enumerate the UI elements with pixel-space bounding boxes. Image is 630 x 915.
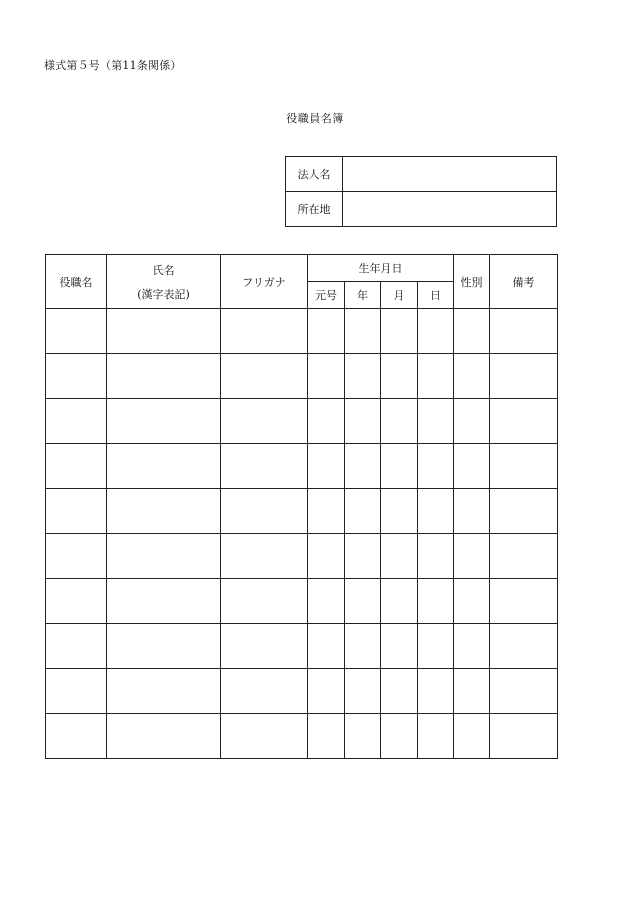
corporation-name-label: 法人名 [286, 157, 343, 192]
document-title: 役職員名簿 [286, 112, 344, 125]
cell-furigana[interactable] [221, 714, 308, 759]
cell-year[interactable] [345, 669, 381, 714]
cell-remarks[interactable] [490, 534, 558, 579]
cell-gender[interactable] [454, 714, 490, 759]
cell-position[interactable] [46, 399, 107, 444]
cell-furigana[interactable] [221, 624, 308, 669]
cell-furigana[interactable] [221, 669, 308, 714]
corporation-name-field[interactable] [343, 157, 557, 192]
header-name-line1: 氏名 [152, 263, 175, 277]
corporation-address-row [286, 192, 557, 227]
header-day: 日 [418, 282, 454, 309]
cell-position[interactable] [46, 669, 107, 714]
cell-era[interactable] [308, 579, 345, 624]
cell-day[interactable] [418, 579, 454, 624]
cell-month[interactable] [381, 309, 418, 354]
cell-position[interactable] [46, 534, 107, 579]
cell-position[interactable] [46, 624, 107, 669]
cell-remarks[interactable] [490, 309, 558, 354]
cell-era[interactable] [308, 444, 345, 489]
form-number-label: 様式第５号（第11条関係） [44, 59, 182, 72]
cell-remarks[interactable] [490, 579, 558, 624]
table-row [46, 579, 558, 624]
table-row [46, 399, 558, 444]
cell-month[interactable] [381, 489, 418, 534]
cell-month[interactable] [381, 579, 418, 624]
cell-month[interactable] [381, 444, 418, 489]
cell-furigana[interactable] [221, 534, 308, 579]
cell-gender[interactable] [454, 534, 490, 579]
header-name-line2: (漢字表記) [137, 287, 190, 301]
cell-furigana[interactable] [221, 354, 308, 399]
cell-month[interactable] [381, 534, 418, 579]
cell-position[interactable] [46, 444, 107, 489]
cell-era[interactable] [308, 309, 345, 354]
cell-day[interactable] [418, 399, 454, 444]
header-furigana: フリガナ [221, 255, 308, 309]
corporation-info-table [285, 156, 557, 227]
cell-era[interactable] [308, 399, 345, 444]
header-month: 月 [381, 282, 418, 309]
header-gender: 性別 [454, 255, 490, 309]
cell-gender[interactable] [454, 624, 490, 669]
header-remarks: 備考 [490, 255, 558, 309]
cell-era[interactable] [308, 534, 345, 579]
cell-furigana[interactable] [221, 489, 308, 534]
table-row [46, 669, 558, 714]
cell-gender[interactable] [454, 309, 490, 354]
cell-month[interactable] [381, 399, 418, 444]
cell-era[interactable] [308, 669, 345, 714]
corporation-address-field[interactable] [343, 192, 557, 227]
cell-name[interactable] [107, 444, 221, 489]
cell-furigana[interactable] [221, 309, 308, 354]
cell-name[interactable] [107, 669, 221, 714]
cell-furigana[interactable] [221, 444, 308, 489]
table-row [46, 534, 558, 579]
cell-name[interactable] [107, 354, 221, 399]
cell-gender[interactable] [454, 669, 490, 714]
cell-year[interactable] [345, 714, 381, 759]
cell-name[interactable] [107, 489, 221, 534]
table-row [46, 624, 558, 669]
table-row [46, 354, 558, 399]
cell-furigana[interactable] [221, 579, 308, 624]
cell-era[interactable] [308, 354, 345, 399]
cell-day[interactable] [418, 309, 454, 354]
cell-era[interactable] [308, 489, 345, 534]
cell-gender[interactable] [454, 444, 490, 489]
cell-remarks[interactable] [490, 444, 558, 489]
cell-remarks[interactable] [490, 489, 558, 534]
corporation-address-label: 所在地 [286, 192, 343, 227]
cell-gender[interactable] [454, 399, 490, 444]
header-name [107, 255, 221, 309]
header-year: 年 [345, 282, 381, 309]
cell-day[interactable] [418, 669, 454, 714]
cell-day[interactable] [418, 534, 454, 579]
header-birthdate: 生年月日 [308, 255, 454, 282]
cell-year[interactable] [345, 354, 381, 399]
cell-position[interactable] [46, 309, 107, 354]
cell-name[interactable] [107, 309, 221, 354]
cell-position[interactable] [46, 354, 107, 399]
cell-day[interactable] [418, 714, 454, 759]
cell-position[interactable] [46, 489, 107, 534]
table-row [46, 309, 558, 354]
header-position: 役職名 [46, 255, 107, 309]
cell-year[interactable] [345, 624, 381, 669]
cell-remarks[interactable] [490, 354, 558, 399]
roster-table [45, 254, 558, 759]
cell-remarks[interactable] [490, 714, 558, 759]
cell-name[interactable] [107, 579, 221, 624]
header-era: 元号 [308, 282, 345, 309]
cell-furigana[interactable] [221, 399, 308, 444]
roster-body [46, 309, 558, 759]
cell-name[interactable] [107, 534, 221, 579]
cell-era[interactable] [308, 624, 345, 669]
cell-month[interactable] [381, 714, 418, 759]
cell-day[interactable] [418, 624, 454, 669]
cell-position[interactable] [46, 579, 107, 624]
cell-era[interactable] [308, 714, 345, 759]
cell-name[interactable] [107, 624, 221, 669]
roster-header-row [46, 255, 558, 282]
cell-year[interactable] [345, 309, 381, 354]
cell-gender[interactable] [454, 489, 490, 534]
cell-day[interactable] [418, 354, 454, 399]
table-row [46, 444, 558, 489]
cell-position[interactable] [46, 714, 107, 759]
cell-gender[interactable] [454, 579, 490, 624]
cell-remarks[interactable] [490, 624, 558, 669]
cell-remarks[interactable] [490, 669, 558, 714]
cell-year[interactable] [345, 399, 381, 444]
corporation-name-row [286, 157, 557, 192]
cell-year[interactable] [345, 534, 381, 579]
cell-month[interactable] [381, 354, 418, 399]
cell-month[interactable] [381, 669, 418, 714]
table-row [46, 714, 558, 759]
cell-gender[interactable] [454, 354, 490, 399]
cell-day[interactable] [418, 444, 454, 489]
cell-year[interactable] [345, 489, 381, 534]
cell-name[interactable] [107, 714, 221, 759]
cell-year[interactable] [345, 444, 381, 489]
table-row [46, 489, 558, 534]
cell-year[interactable] [345, 579, 381, 624]
cell-month[interactable] [381, 624, 418, 669]
cell-day[interactable] [418, 489, 454, 534]
cell-name[interactable] [107, 399, 221, 444]
cell-remarks[interactable] [490, 399, 558, 444]
